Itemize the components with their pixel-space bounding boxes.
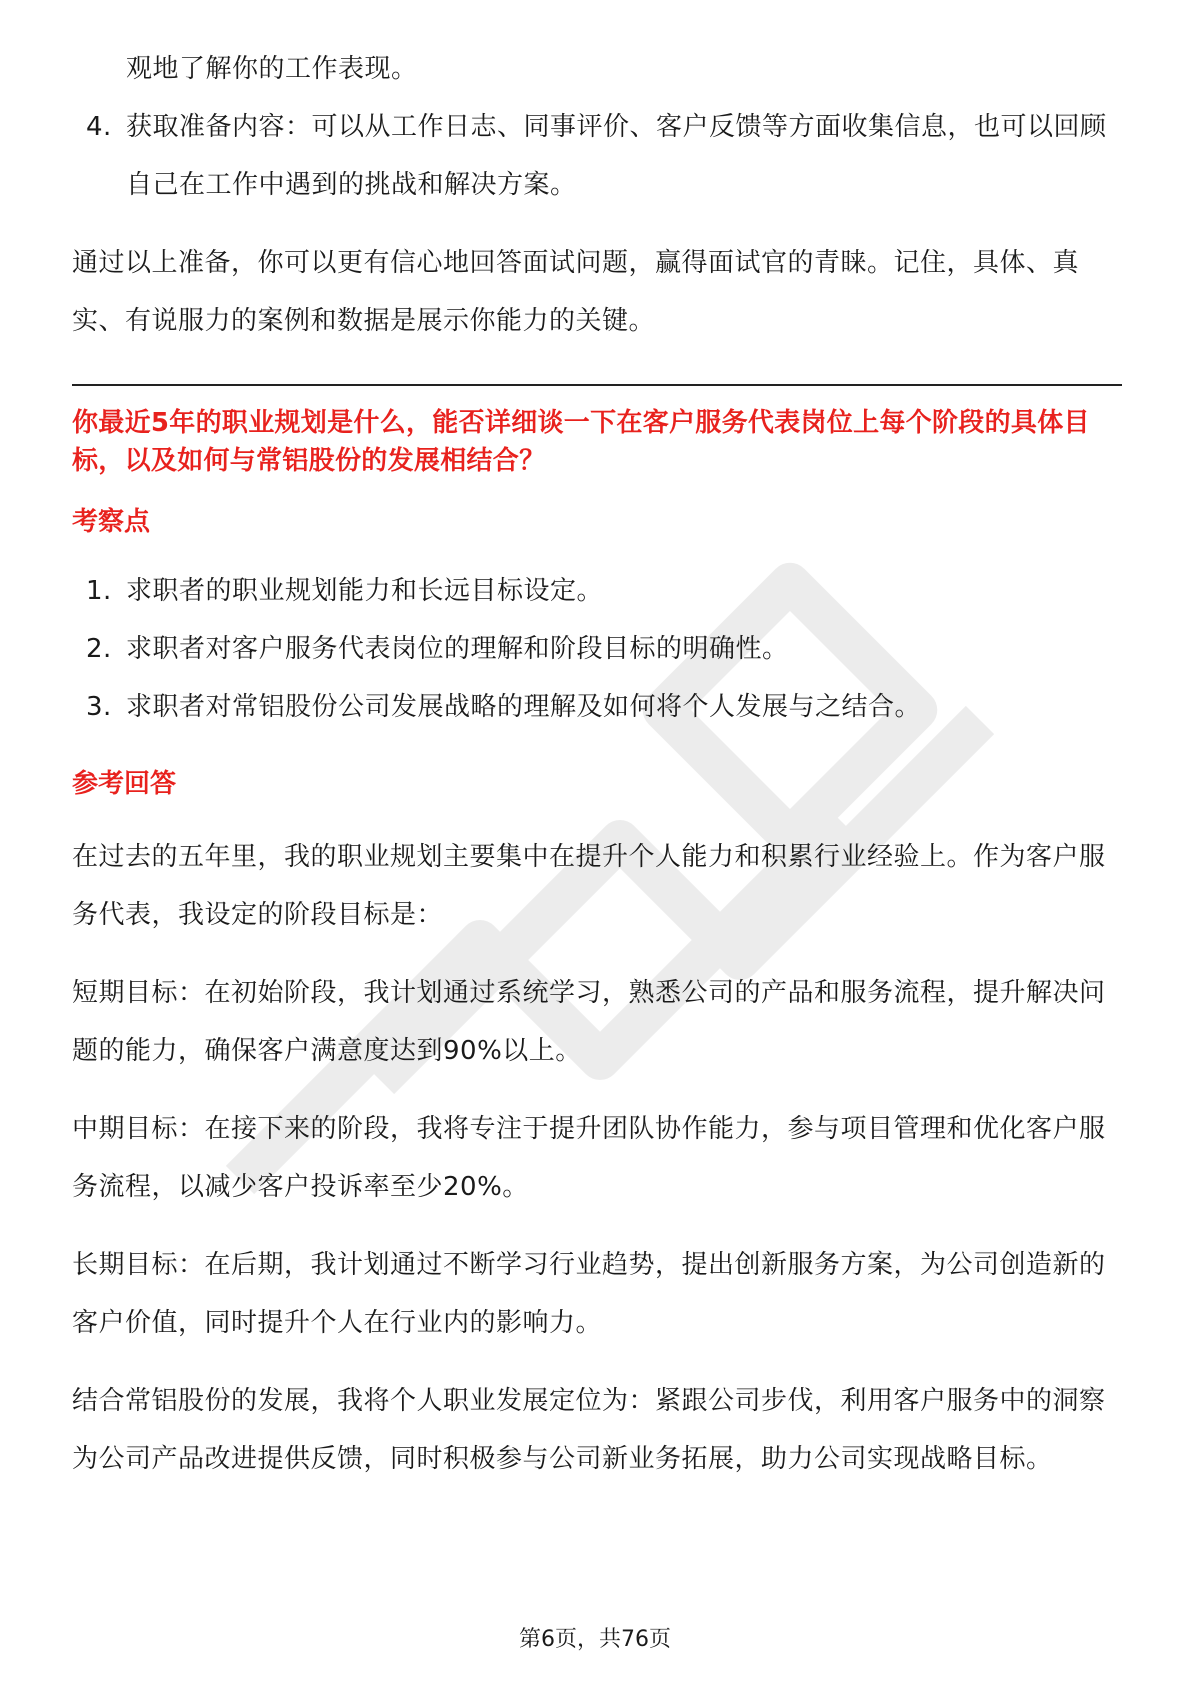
list-item (72, 678, 1122, 736)
list-text: 求职者的职业规划能力和长远目标设定。 (126, 576, 604, 606)
list-number: 2. (86, 634, 112, 664)
answer-paragraph: 结合常铝股份的发展，我将个人职业发展定位为：紧跟公司步伐，利用客户服务中的洞察为公司产品改进提供反馈，同时积极参与公司新业务拓展，助力公司实现战略目标。 (72, 1386, 1106, 1474)
list-number: 3. (86, 692, 112, 722)
prep-list (72, 98, 1122, 214)
list-number: 4. (86, 112, 112, 142)
answer-paragraph: 短期目标：在初始阶段，我计划通过系统学习，熟悉公司的产品和服务流程，提升解决问题的能力，确保客户满意度达到90%以上。 (72, 978, 1106, 1066)
list-item (72, 562, 1122, 620)
answer-paragraph: 在过去的五年里，我的职业规划主要集中在提升个人能力和积累行业经验上。作为客户服务代表，我设定的阶段目标是： (72, 842, 1106, 930)
answer-heading: 参考回答 (72, 769, 177, 799)
list-item (72, 98, 1122, 214)
focus-heading: 考察点 (72, 507, 151, 537)
answer-paragraph: 中期目标：在接下来的阶段，我将专注于提升团队协作能力，参与项目管理和优化客户服务流程，以减少客户投诉率至少20%。 (72, 1114, 1106, 1202)
page-number: 第6页，共76页 (519, 1627, 671, 1652)
document-body (72, 40, 1122, 1488)
continued-line: 观地了解你的工作表现。 (126, 54, 418, 84)
question-title: 你最近5年的职业规划是什么，能否详细谈一下在客户服务代表岗位上每个阶段的具体目标，以及如何与常铝股份的发展相结合？ (72, 408, 1090, 476)
answer-paragraph: 长期目标：在后期，我计划通过不断学习行业趋势，提出创新服务方案，为公司创造新的客户价值，同时提升个人在行业内的影响力。 (72, 1250, 1106, 1338)
section-divider (72, 384, 1122, 386)
list-text: 求职者对客户服务代表岗位的理解和阶段目标的明确性。 (126, 634, 789, 664)
list-text: 获取准备内容：可以从工作日志、同事评价、客户反馈等方面收集信息，也可以回顾自己在工作中遇到的挑战和解决方案。 (126, 112, 1107, 200)
list-item (72, 620, 1122, 678)
list-text: 求职者对常铝股份公司发展战略的理解及如何将个人发展与之结合。 (126, 692, 922, 722)
list-number: 1. (86, 576, 112, 606)
focus-list (72, 562, 1122, 736)
summary-paragraph: 通过以上准备，你可以更有信心地回答面试问题，赢得面试官的青睐。记住，具体、真实、有说服力的案例和数据是展示你能力的关键。 (72, 248, 1080, 336)
